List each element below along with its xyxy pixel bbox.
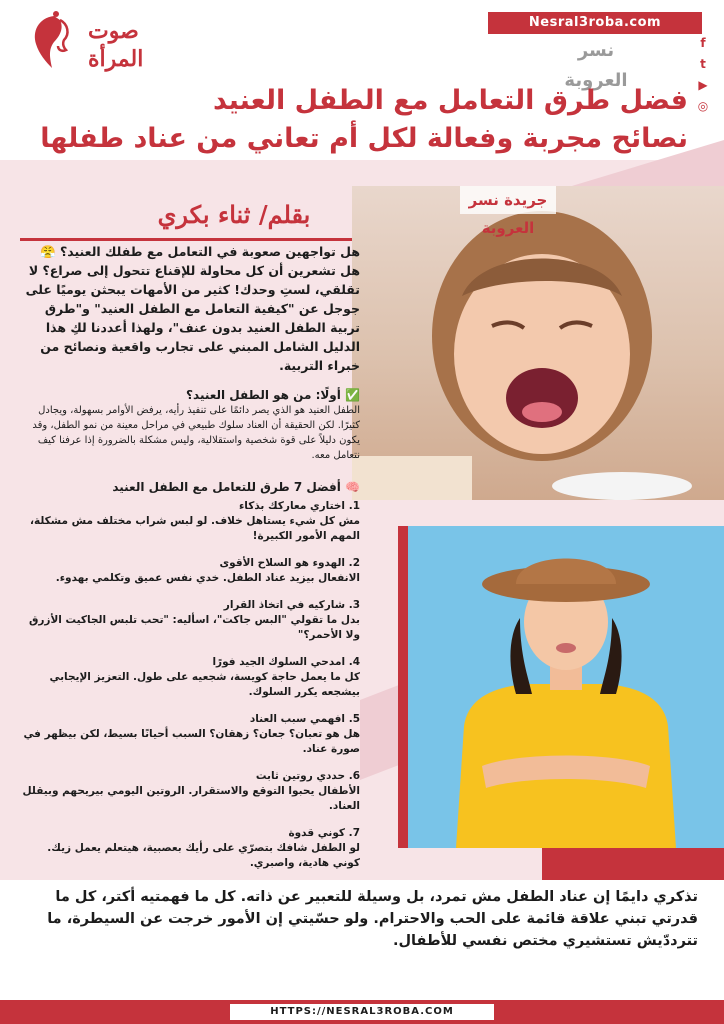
section-heading-tips: 🧠 أفضل 7 طرق للتعامل مع الطفل العنيد — [112, 480, 360, 494]
tip-title: 6. حددي روتين ثابت — [255, 770, 360, 782]
tip-body: الأطفال يحبوا التوقع والاستقرار. الروتين اليومي بيريحهم وبيقلل العناد. — [22, 785, 360, 812]
photo-accent-strip — [398, 526, 408, 848]
social-icons — [694, 34, 712, 118]
tip-item — [20, 598, 360, 643]
tip-title: 7. كوني قدوة — [288, 827, 360, 839]
woman-profile-icon — [20, 10, 82, 72]
intro-paragraph: هل تواجهين صعوبة في التعامل مع طفلك العنيد؟ 😤 هل تشعرين أن كل محاولة للإقناع تتحول إلى صراع؟ لا تقلقي، لستِ وحدك! كثير من الأمهات يبحثن يوميًا على جوجل عن "كيفية التعامل مع الطفل العنيد" و"طرق تربية الطفل العنيد بدون عنف"، ولهذا أعددنا لكِ هذا الدليل الشامل المبني على تجارب واقعية ونصائح من خبراء التربية. — [25, 244, 360, 373]
tip-body: لو الطفل شافك بتصرّي على رأيك بعصبية، هيتعلم يعمل زيك. كوني هادية، واصبري. — [47, 842, 360, 869]
red-accent-block — [542, 848, 724, 880]
tip-title: 2. الهدوء هو السلاح الأقوى — [219, 557, 360, 569]
tip-item — [20, 769, 360, 814]
instagram-icon[interactable]: ◎ — [697, 99, 709, 113]
title-line-1: فضل طرق التعامل مع الطفل العنيد — [212, 85, 688, 116]
tip-body: بدل ما تقولي "البس جاكت"، اسأليه: "تحب تلبس الجاكيت الأزرق ولا الأحمر؟" — [28, 614, 360, 641]
article-body — [20, 242, 360, 871]
tip-title: 4. امدحي السلوك الجيد فورًا — [212, 656, 360, 668]
tip-body: هل هو تعبان؟ جعان؟ زهقان؟ السبب أحيانًا بسيط، لكن بيظهر في صورة عناد. — [23, 728, 360, 755]
closing-paragraph: تذكري دايمًا إن عناد الطفل مش تمرد، بل وسيلة للتعبير عن ذاته. كل ما فهمتيه أكتر، كل ما قدرتي تبني علاقة قائمة على الحب والاحترام. ولو حسّيتي إن الأمور خرجت عن السيطرة، ما تترددّيش تستشيري مختص نفسي للأطفال. — [47, 889, 698, 949]
brand-logo-photo: جريدة نسر العروبة — [460, 186, 556, 214]
author-byline: بقلم/ ثناء بكري — [157, 200, 311, 229]
logo-text-line2: المرأة — [88, 46, 144, 72]
tip-item — [20, 826, 360, 871]
tip-item — [20, 655, 360, 700]
logo[interactable] — [14, 8, 164, 74]
twitter-icon[interactable]: t — [700, 57, 706, 71]
brand-logo-top: نسر العروبة — [564, 40, 628, 91]
footer-url-link[interactable]: HTTPS://NESRAL3ROBA.COM — [230, 1004, 494, 1020]
title-line-2: نصائح مجربة وفعالة لكل أم تعاني من عناد طفلها — [40, 123, 688, 154]
tip-body: مش كل شيء يستاهل خلاف. لو لبس شراب مختلف مش مشكلة، المهم الأمور الكبيرة! — [30, 515, 360, 542]
crying-toddler-photo — [352, 186, 724, 500]
section-heading-what-is: ✅ أولًا: من هو الطفل العنيد؟ — [186, 388, 360, 402]
logo-text-line1: صوت — [88, 18, 139, 44]
tip-body: كل ما يعمل حاجة كويسة، شجعيه على طول. التعزيز الإيجابي بيشجعه يكرر السلوك. — [49, 671, 360, 698]
pouting-girl-photo — [408, 526, 724, 848]
author-underline — [20, 238, 360, 241]
tip-title: 3. شاركيه في اتخاذ القرار — [223, 599, 360, 611]
article-title — [36, 82, 688, 158]
tip-title: 1. اختاري معاركك بذكاء — [238, 500, 360, 512]
section-body-what-is: الطفل العنيد هو الذي يصر دائمًا على تنفيذ رأيه، يرفض الأوامر بسهولة، ويجادل كثيرًا. لكن الحقيقة أن العناد سلوك طبيعي في مراحل معينة من نمو الطفل، وقد يكون دليلاً على قوة شخصية واستقلالية، وليس مشكلة بالضرورة إذا عرفنا كيف نتعامل معه. — [32, 405, 360, 461]
youtube-icon[interactable]: ▶ — [698, 78, 708, 92]
facebook-icon[interactable]: f — [700, 36, 706, 50]
tip-item — [20, 556, 360, 586]
tip-title: 5. افهمي سبب العناد — [249, 713, 360, 725]
tip-item — [20, 499, 360, 544]
tip-item — [20, 712, 360, 757]
tip-body: الانفعال بيزيد عناد الطفل. خدي نفس عميق وتكلمي بهدوء. — [55, 572, 360, 584]
site-url-bar[interactable]: Nesral3roba.com — [488, 12, 702, 34]
